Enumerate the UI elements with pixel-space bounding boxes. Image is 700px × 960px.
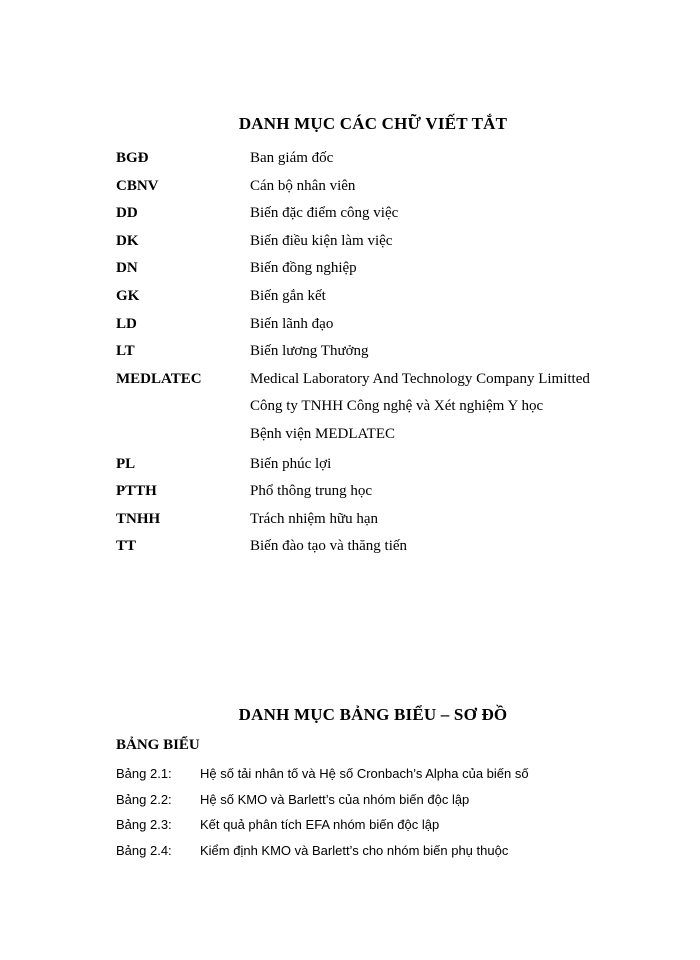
abbreviation-code: BGĐ [116,150,149,166]
abbreviation-row [116,480,676,508]
abbreviation-row [116,368,676,453]
abbreviation-row [116,202,676,230]
table-list-item [116,787,676,813]
abbreviation-code: PL [116,455,136,472]
abbreviation-meaning-line: Cán bộ nhân viên [250,177,356,194]
abbreviation-code: PTTH [116,483,157,500]
abbreviation-meaning [250,315,676,334]
abbreviation-row [116,340,676,368]
abbreviation-row [116,285,676,313]
abbreviation-meaning [250,259,676,278]
abbreviation-meaning-line: Biến phúc lợi [250,455,332,472]
tables-section-title: DANH MỤC BẢNG BIỂU – SƠ ĐỒ [238,705,508,724]
abbreviation-meaning-line: Biến đồng nghiệp [250,260,357,277]
table-of-tables-list [116,761,676,863]
abbreviation-meaning-line: Trách nhiệm hữu hạn [250,510,378,527]
abbreviation-meaning [250,149,676,168]
abbreviation-meaning-line: Ban giám đốc [250,150,334,166]
abbreviation-code: TT [116,538,137,555]
abbreviation-meaning-line: Biến gắn kết [250,287,326,304]
abbreviation-meaning-line: Công ty TNHH Công nghệ và Xét nghiệm Y học [250,398,544,415]
table-number: Bảng 2.2: [116,791,172,807]
abbreviation-row [116,175,676,203]
abbreviation-code: MEDLATEC [116,370,202,387]
abbreviation-row [116,257,676,285]
abbreviation-code: GK [116,287,140,304]
abbreviation-code: LD [116,315,137,332]
table-caption: Hệ số KMO và Barlett’s của nhóm biến độc lập [200,791,470,807]
table-number: Bảng 2.1: [116,766,172,782]
table-caption: Kết quả phân tích EFA nhóm biến độc lập [200,817,440,833]
abbreviation-meaning [250,232,676,251]
table-list-item [116,838,676,864]
abbreviation-meaning-line: Biến lương Thưởng [250,343,369,360]
abbreviation-meaning-line: Biến đào tạo và thăng tiến [250,538,408,555]
table-number: Bảng 2.3: [116,817,172,833]
abbreviation-meaning [250,204,676,223]
table-list-item [116,812,676,838]
abbreviation-code: CBNV [116,177,159,194]
abbreviation-row [116,508,676,536]
tables-subheading: BẢNG BIỂU [116,737,200,753]
abbreviation-list [116,147,676,563]
abbreviation-row [116,147,676,175]
abbreviation-meaning-line: Biến đặc điểm công việc [250,205,399,222]
abbreviation-meaning [250,455,676,474]
table-caption: Hệ số tải nhân tố và Hệ số Cronbach’s Alpha của biến số [200,766,529,782]
abbreviation-meaning [250,510,676,529]
abbreviation-row [116,230,676,258]
table-list-item [116,761,676,787]
abbreviation-code: DK [116,232,139,249]
abbreviation-meaning [250,537,676,556]
abbreviation-row [116,453,676,481]
abbreviation-meaning-line: Biến điều kiện làm việc [250,232,393,249]
abbreviation-meaning-line: Medical Laboratory And Technology Company Limitted [250,370,590,387]
table-caption: Kiểm định KMO và Barlett’s cho nhóm biến phụ thuộc [200,842,509,858]
abbreviation-meaning [250,342,676,361]
abbreviation-meaning-line: Phổ thông trung học [250,483,373,500]
abbreviation-code: DD [116,205,138,222]
abbreviation-meaning [250,370,676,453]
abbreviation-meaning [250,287,676,306]
abbreviation-meaning [250,177,676,196]
abbreviation-meaning-line: Biến lãnh đạo [250,315,334,332]
abbreviation-code: LT [116,343,135,360]
abbreviation-code: TNHH [116,510,161,527]
abbreviation-row [116,313,676,341]
abbreviation-code: DN [116,260,138,277]
abbreviations-title: DANH MỤC CÁC CHỮ VIẾT TẮT [238,114,508,133]
abbreviation-row [116,535,676,563]
table-number: Bảng 2.4: [116,842,172,858]
abbreviation-meaning-line: Bệnh viện MEDLATEC [250,425,395,442]
abbreviation-meaning [250,482,676,501]
